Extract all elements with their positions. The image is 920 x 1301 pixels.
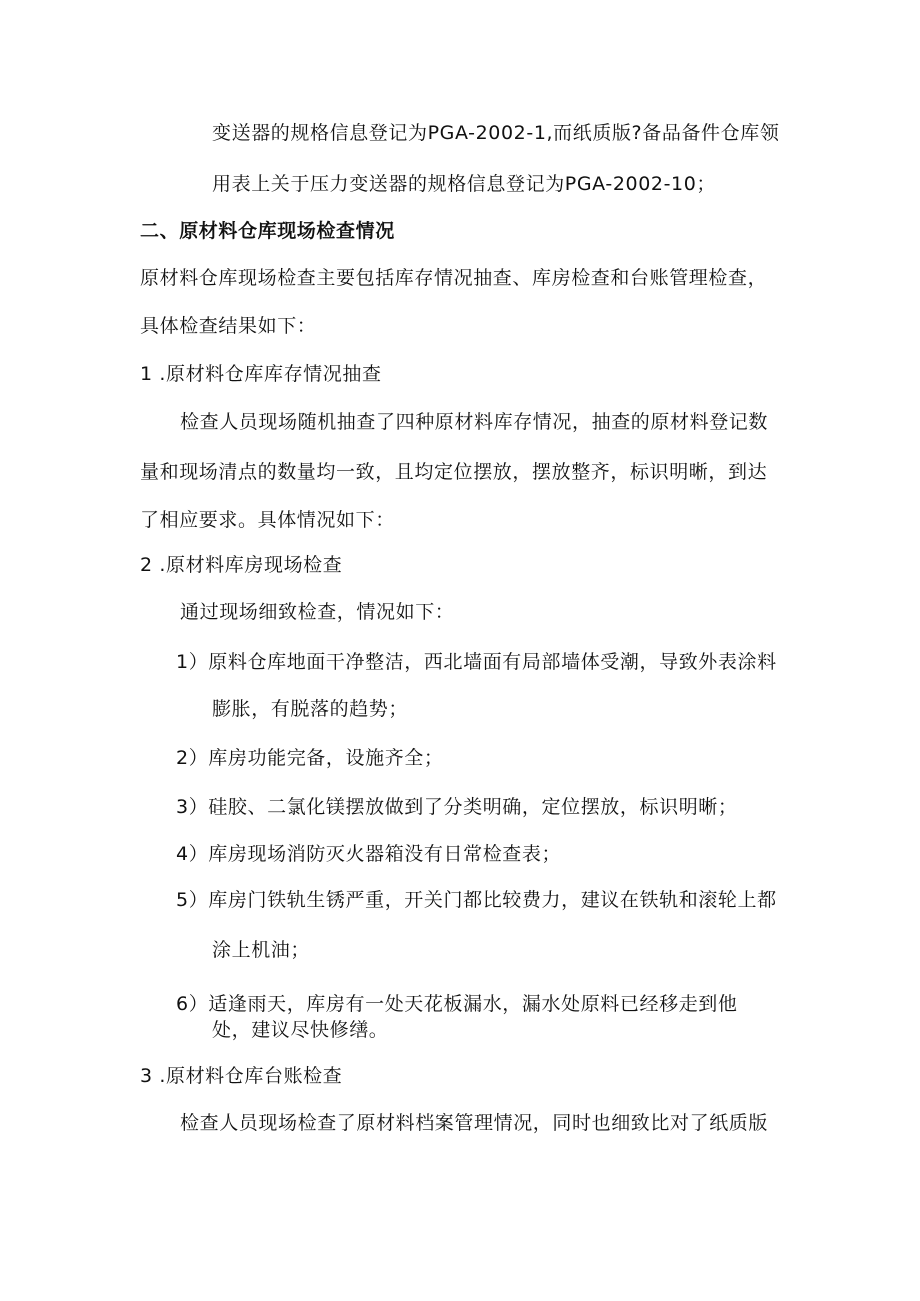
section-intro-line-1: 原材料仓库现场检查主要包括库存情况抽查、库房检查和台账管理检查，	[140, 267, 768, 289]
list-item-1-continued: 膨胀，有脱落的趋势；	[212, 698, 409, 720]
list-item-4: 4）库房现场消防灭火器箱没有日常检查表；	[176, 843, 562, 865]
subsection-3-para-line-1: 检查人员现场检查了原材料档案管理情况，同时也细致比对了纸质版	[180, 1112, 769, 1134]
section-intro-line-2: 具体检查结果如下：	[140, 315, 317, 337]
subsection-1-para-line-3: 了相应要求。具体情况如下：	[140, 509, 395, 531]
list-item-2: 2）库房功能完备，设施齐全；	[176, 747, 444, 769]
list-item-5: 5）库房门铁轨生锈严重，开关门都比较费力，建议在铁轨和滚轮上都	[176, 889, 777, 911]
subsection-2-lead: 通过现场细致检查，情况如下：	[180, 601, 455, 623]
subsection-1-para-line-1: 检查人员现场随机抽查了四种原材料库存情况，抽查的原材料登记数	[180, 411, 769, 433]
subsection-1-para-line-2: 量和现场清点的数量均一致，且均定位摆放，摆放整齐，标识明晰，到达	[140, 461, 768, 483]
list-item-6-continued: 处，建议尽快修缮。	[212, 1019, 389, 1041]
intro-line-2: 用表上关于压力变送器的规格信息登记为PGA-2002-10；	[212, 173, 717, 195]
list-item-5-continued: 涂上机油；	[212, 939, 311, 961]
list-item-1: 1）原料仓库地面干净整洁，西北墙面有局部墙体受潮，导致外表涂料	[176, 651, 777, 673]
list-item-3: 3）硅胶、二氯化镁摆放做到了分类明确，定位摆放，标识明晰；	[176, 796, 738, 818]
intro-line-1: 变送器的规格信息登记为PGA-2002-1,而纸质版?备品备件仓库领	[212, 122, 780, 144]
subsection-3-title: 3 .原材料仓库台账检查	[140, 1065, 343, 1087]
subsection-2-title: 2 .原材料库房现场检查	[140, 554, 343, 576]
section-heading: 二、原材料仓库现场检查情况	[140, 220, 395, 242]
list-item-6: 6）适逢雨天，库房有一处天花板漏水，漏水处原料已经移走到他	[176, 993, 738, 1015]
subsection-1-title: 1 .原材料仓库库存情况抽查	[140, 363, 382, 385]
